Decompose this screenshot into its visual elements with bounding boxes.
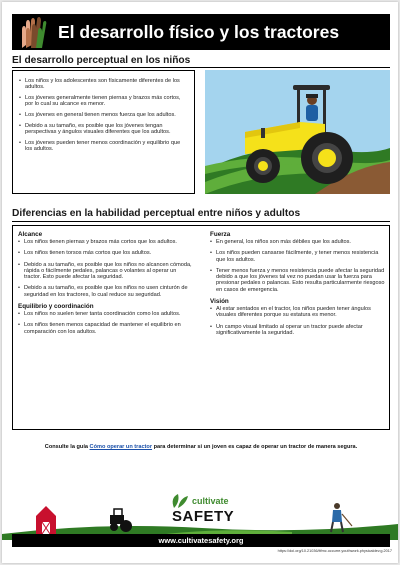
website-link[interactable]: www.cultivatesafety.org <box>158 536 244 545</box>
barn-icon <box>36 506 56 534</box>
list-item: • Debido a su tamaño, es posible que los jóvenes tengan perspectivas y ángulos visuales diferentes que los adultos. <box>19 123 187 136</box>
document-page <box>2 2 398 563</box>
alcance-list <box>18 239 194 298</box>
equilibrio-heading: Equilibrio y coordinación <box>18 303 94 311</box>
section2-heading: Diferencias en la habilidad perceptual entre niños y adultos <box>12 208 301 219</box>
equilibrio-list <box>18 311 194 335</box>
list-item: • Al estar sentados en el tractor, los niños pueden tener ángulos visuales diferentes porque su estatura es menor. <box>210 306 386 319</box>
cultivate-safety-logo <box>172 494 234 525</box>
section1-heading: El desarrollo perceptual en los niños <box>12 55 191 66</box>
logo-word-safety: SAFETY <box>172 508 235 525</box>
vision-heading: Visión <box>210 298 229 306</box>
hands-icon <box>16 14 48 50</box>
tractor-driver-illustration <box>205 70 390 194</box>
fuerza-heading: Fuerza <box>210 231 231 238</box>
list-item: • Los jóvenes en general tienen menos fuerza que los adultos. <box>19 112 187 118</box>
doi-reference: https://doi.org/10.21036/ltfmc.occurre.youthwork.physicaldev.g.2017 <box>277 549 392 553</box>
list-item: • Los jóvenes pueden tener menos coordinación y equilibrio que los adultos. <box>19 140 187 153</box>
section1-box <box>12 70 195 194</box>
logo-word-cultivate: cultivate <box>192 496 229 506</box>
section2-rule <box>12 221 390 222</box>
guide-link[interactable]: Cómo operar un tractor <box>89 444 153 450</box>
consult-note <box>12 444 390 450</box>
section1-rule <box>12 67 390 68</box>
right-column <box>210 231 386 341</box>
list-item: • Los niños tienen piernas y brazos más cortos que los adultos. <box>18 239 194 245</box>
vision-list <box>210 306 386 336</box>
list-item: • Los jóvenes generalmente tienen piernas y brazos más cortos, por lo cual su alcance es menor. <box>19 95 187 108</box>
section2-box <box>12 225 390 430</box>
list-item: • Debido a su tamaño, es posible que los niños no usen cinturón de seguridad en los tractores, lo cual reduce su seguridad. <box>18 285 194 298</box>
alcance-heading: Alcance <box>18 231 43 238</box>
farmer-icon <box>331 503 352 532</box>
list-item: • Un campo visual limitado al operar un tractor puede afectar significativamente la seguridad. <box>210 324 386 337</box>
list-item: • En general, los niños son más débiles que los adultos. <box>210 239 386 245</box>
left-column <box>18 231 194 340</box>
list-item: • Los niños y los adolescentes son físicamente diferentes de los adultos. <box>19 78 187 91</box>
fuerza-list <box>210 239 386 293</box>
footer-url-bar <box>12 534 390 547</box>
list-item: • Tener menos fuerza y menos resistencia puede afectar la seguridad debido a que los jóvenes tal vez no puedan usar la fuerza para presionar pedales o palancas. Esto resulta particularmente riesgoso en casos de emergencia. <box>210 268 386 293</box>
list-item: • Los niños pueden cansarse fácilmente, y tener menos resistencia que los adultos. <box>210 250 386 263</box>
page-title: El desarrollo físico y los tractores <box>58 22 340 42</box>
list-item: • Los niños tienen menos capacidad de mantener el equilibrio en comparación con los adultos. <box>18 322 194 335</box>
section1-list <box>19 78 187 157</box>
list-item: • Los niños no suelen tener tanta coordinación como los adultos. <box>18 311 194 317</box>
header-banner <box>12 14 390 50</box>
consult-text-after: para determinar si un joven es capaz de operar un tractor de manera segura. <box>152 444 358 450</box>
footer-farm-illustration <box>2 482 398 540</box>
tractor-silhouette-icon <box>110 509 132 532</box>
consult-text-before: Consulte la guía <box>44 444 90 450</box>
list-item: • Debido a su tamaño, es posible que los niños no alcancen cómoda, rápida o fácilmente pedales, palancas o volantes al operar un tractor. Esto puede afectar la seguridad. <box>18 262 194 281</box>
list-item: • Los niños tienen torsos más cortos que los adultos. <box>18 250 194 256</box>
